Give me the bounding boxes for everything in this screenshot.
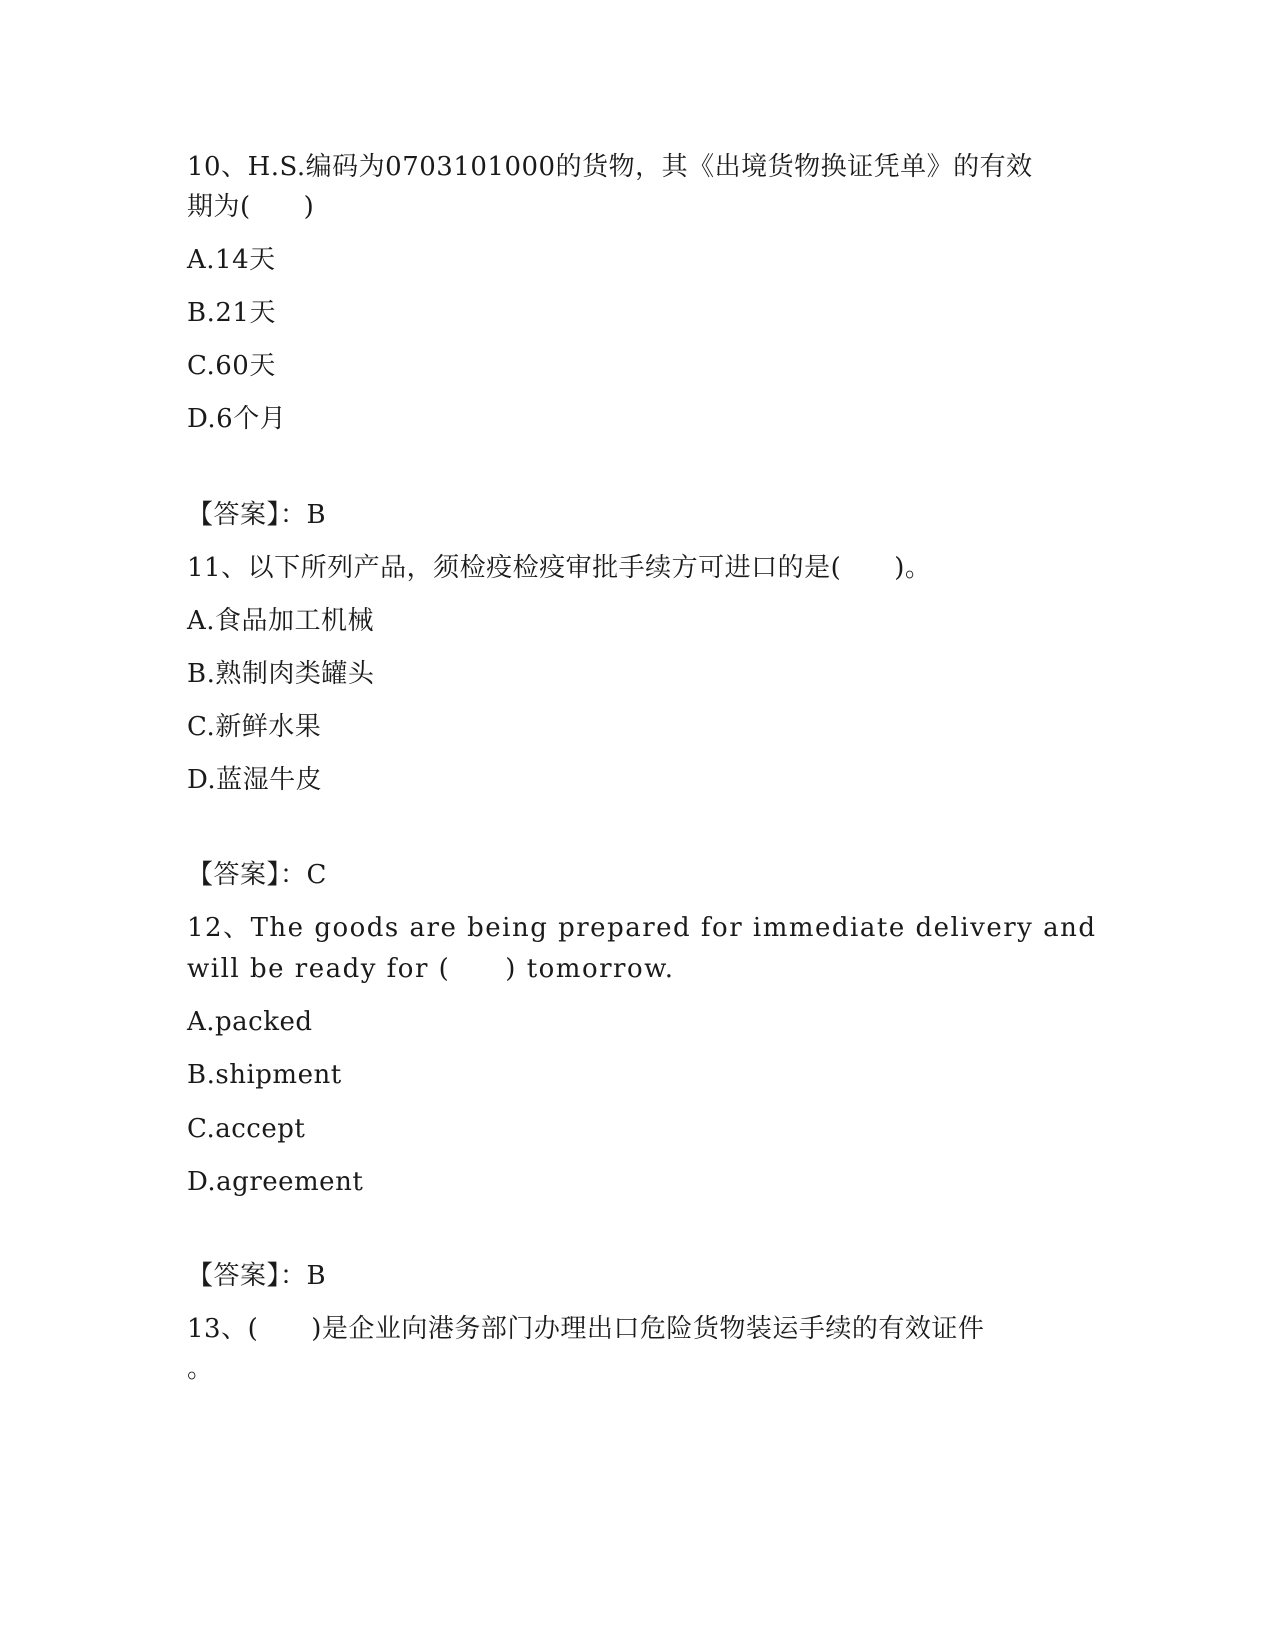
- question-11-answer: 【答案】：C: [187, 860, 327, 890]
- question-12-answer: 【答案】：B: [187, 1261, 327, 1291]
- question-12-option-b: B.shipment: [187, 1060, 342, 1090]
- question-11-option-d: D.蓝湿牛皮: [187, 765, 323, 795]
- question-11-option-a: A.食品加工机械: [187, 606, 375, 636]
- question-10-option-b: B.21天: [187, 298, 276, 328]
- question-10-option-d: D.6个月: [187, 404, 287, 434]
- question-12-line-2: will be ready for ( ) tomorrow.: [187, 954, 675, 984]
- question-10-line-2: 期为( ): [187, 192, 315, 222]
- question-11-option-b: B.熟制肉类罐头: [187, 659, 375, 689]
- question-10-answer: 【答案】：B: [187, 500, 327, 530]
- question-12-option-c: C.accept: [187, 1114, 306, 1144]
- question-10-line-1: 10、H.S.编码为0703101000的货物，其《出境货物换证凭单》的有效: [187, 152, 1033, 182]
- question-12-line-1: 12、The goods are being prepared for immediate delivery and: [187, 913, 1097, 943]
- question-11-line-1: 11、以下所列产品，须检疫检疫审批手续方可进口的是( )。: [187, 553, 932, 583]
- question-11-option-c: C.新鲜水果: [187, 712, 322, 742]
- question-12-option-d: D.agreement: [187, 1167, 364, 1197]
- question-12-option-a: A.packed: [187, 1007, 313, 1037]
- question-10-option-c: C.60天: [187, 351, 276, 381]
- question-13-line-1: 13、( )是企业向港务部门办理出口危险货物装运手续的有效证件: [187, 1314, 985, 1344]
- question-13-line-2: 。: [187, 1354, 214, 1384]
- question-10-option-a: A.14天: [187, 245, 276, 275]
